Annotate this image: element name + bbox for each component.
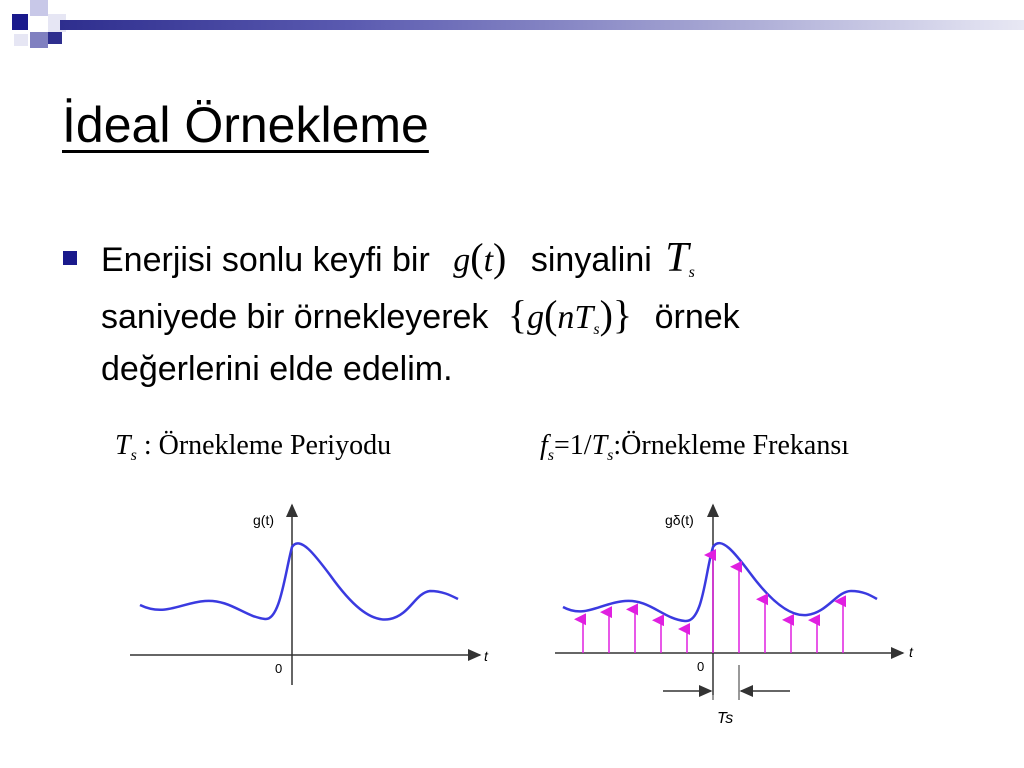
origin-label: 0 (275, 661, 283, 676)
math-symbol: g (453, 242, 471, 279)
header-bar (60, 20, 1024, 30)
math-symbol: T (665, 235, 689, 281)
math-symbol: f (540, 430, 548, 461)
caption-text: :Örnekleme Frekansı (613, 430, 849, 461)
page-title: İdeal Örnekleme (62, 97, 429, 153)
math-symbol: nT (557, 299, 594, 336)
sampled-signal-graph (545, 495, 945, 735)
bullet-text: sinyalini (530, 241, 652, 279)
caption-text: : Örnekleme Periyodu (143, 430, 392, 461)
y-axis-label: g(t) (253, 512, 274, 528)
bullet-marker (63, 251, 77, 265)
math-g-nTs: $\{g(nT_s)\}$ (507, 292, 633, 338)
continuous-signal-graph (120, 495, 510, 695)
math-symbol: T (591, 430, 608, 461)
y-axis-label: gδ(t) (665, 512, 694, 528)
deco-square (14, 34, 28, 46)
deco-square (48, 32, 62, 44)
bullet-text: Enerjisi sonlu keyfi bir (101, 241, 430, 279)
deco-square (12, 14, 28, 30)
math-symbol: g (527, 299, 545, 336)
math-subscript: s (547, 447, 555, 464)
x-axis-label: t (909, 644, 913, 660)
caption-sampling-period (115, 430, 391, 465)
period-label: Ts (717, 710, 734, 727)
caption-sampling-frequency (540, 430, 849, 465)
bullet-line-1 (101, 235, 695, 293)
envelope-curve (563, 543, 877, 621)
math-Ts (665, 235, 695, 281)
signal-curve (140, 543, 458, 619)
bullet-text: örnek (654, 298, 740, 336)
math-subscript: s (593, 321, 600, 338)
math-symbol: T (115, 430, 131, 461)
math-subscript: s (688, 264, 695, 281)
x-axis-label: t (484, 648, 488, 664)
bullet-text: saniyede bir örnekleyerek (101, 298, 489, 336)
deco-square (30, 0, 48, 16)
deco-square (30, 32, 48, 48)
math-symbol: t (483, 242, 494, 279)
math-subscript: s (607, 447, 614, 464)
math-g-t: g(t) (453, 235, 507, 280)
math-symbol: =1/ (554, 430, 592, 461)
math-subscript: s (130, 447, 137, 464)
bullet-line-3: değerlerini elde edelim. (101, 350, 453, 388)
origin-label: 0 (697, 659, 705, 674)
sample-impulses (583, 555, 843, 653)
bullet-line-2 (101, 292, 740, 350)
